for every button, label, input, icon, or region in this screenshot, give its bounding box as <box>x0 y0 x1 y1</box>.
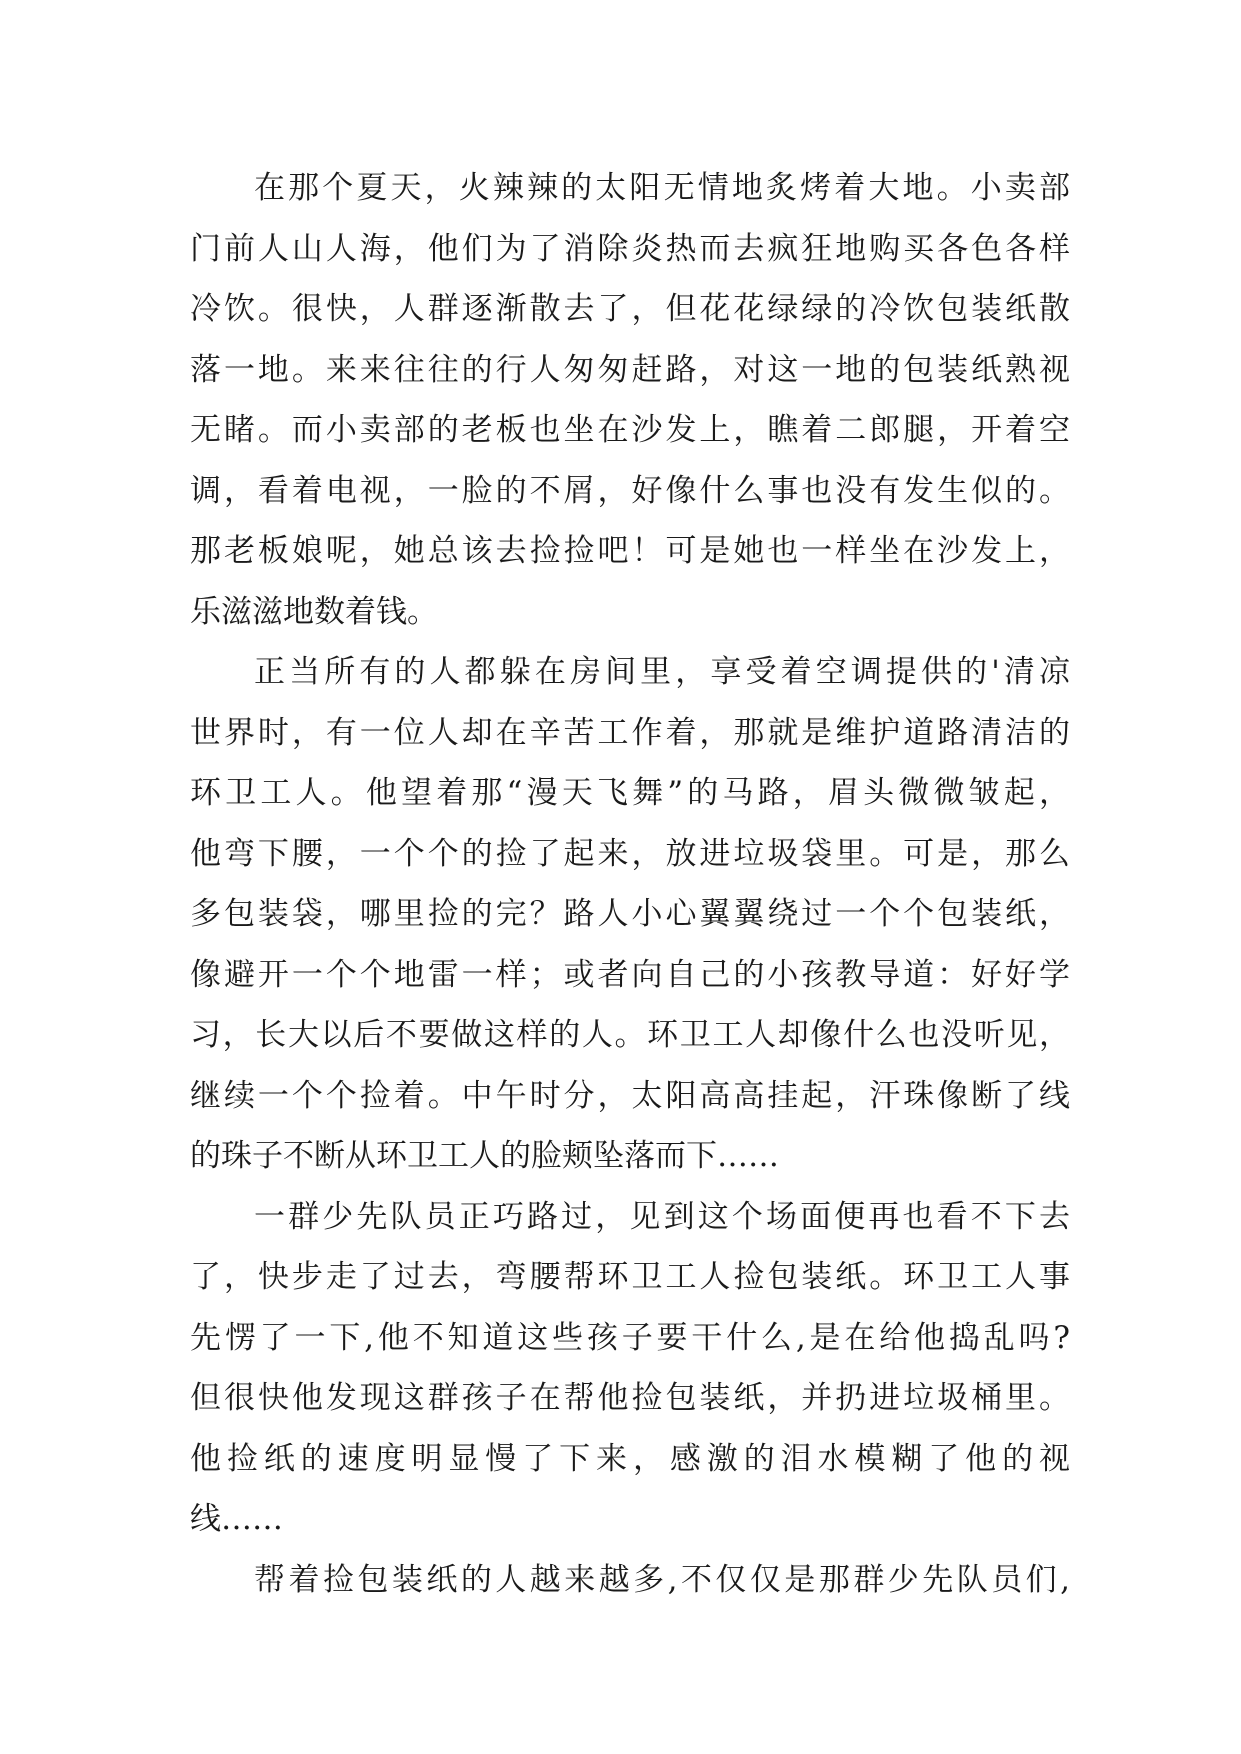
paragraph-4 <box>190 1550 1070 1611</box>
text-line: 他弯下腰，一个个的捡了起来，放进垃圾袋里。可是，那么 <box>190 835 1070 872</box>
text-line: 了，快步走了过去，弯腰帮环卫工人捡包装纸。环卫工人事 <box>190 1259 1070 1295</box>
text-line: 无睹。而小卖部的老板也坐在沙发上，瞧着二郎腿，开着空 <box>190 412 1070 448</box>
text-line: 继续一个个捡着。中午时分，太阳高高挂起，汗珠像断了线 <box>190 1077 1070 1114</box>
text-line: 冷饮。很快，人群逐渐散去了，但花花绿绿的冷饮包装纸散 <box>190 291 1070 327</box>
text-line: 习，长大以后不要做这样的人。环卫工人却像什么也没听见， <box>190 1017 1070 1053</box>
text-line: 一群少先队员正巧路过，见到这个场面便再也看不下去 <box>254 1198 1070 1235</box>
text-line: 乐滋滋地数着钱。 <box>190 593 438 630</box>
text-line: 调，看着电视，一脸的不屑，好像什么事也没有发生似的。 <box>190 472 1070 509</box>
text-line: 他捡纸的速度明显慢了下来，感激的泪水模糊了他的视 <box>190 1440 1070 1477</box>
text-line: 但很快他发现这群孩子在帮他捡包装纸，并扔进垃圾桶里。 <box>190 1380 1070 1416</box>
text-line: 帮着捡包装纸的人越来越多,不仅仅是那群少先队员们, <box>254 1561 1070 1598</box>
text-line: 正当所有的人都躲在房间里，享受着空调提供的'清凉 <box>254 654 1070 690</box>
text-line: 线…… <box>190 1501 283 1537</box>
paragraph-3 <box>190 1187 1070 1550</box>
text-line: 先愣了一下,他不知道这些孩子要干什么,是在给他捣乱吗? <box>190 1319 1070 1356</box>
text-line: 世界时，有一位人却在辛苦工作着，那就是维护道路清洁的 <box>190 714 1070 751</box>
text-line: 那老板娘呢，她总该去捡捡吧！可是她也一样坐在沙发上， <box>190 533 1070 569</box>
text-line: 门前人山人海，他们为了消除炎热而去疯狂地购买各色各样 <box>190 230 1070 267</box>
text-line: 像避开一个个地雷一样；或者向自己的小孩教导道：好好学 <box>190 956 1070 993</box>
paragraph-2 <box>190 642 1070 1187</box>
text-line: 环卫工人。他望着那“漫天飞舞”的马路，眉头微微皱起， <box>190 775 1070 811</box>
essay-body <box>190 158 1070 1610</box>
text-line: 在那个夏天，火辣辣的太阳无情地炙烤着大地。小卖部 <box>254 170 1070 206</box>
text-line: 落一地。来来往往的行人匆匆赶路，对这一地的包装纸熟视 <box>190 351 1070 388</box>
paragraph-1 <box>190 158 1070 642</box>
text-line: 的珠子不断从环卫工人的脸颊坠落而下…… <box>190 1138 779 1174</box>
text-line: 多包装袋，哪里捡的完？路人小心翼翼绕过一个个包装纸， <box>190 896 1070 932</box>
